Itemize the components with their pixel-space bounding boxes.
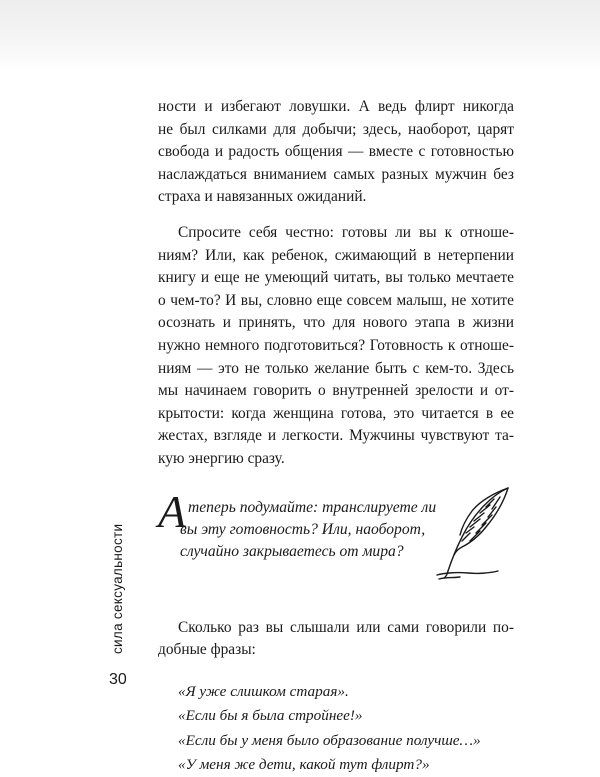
quote-item: «Я уже слишком старая». (178, 682, 349, 700)
text-line: ности и избегают ловушки. А ведь флирт никогда (158, 98, 514, 115)
text-line: ниям? Или, как ребенок, сжимающий в нетерпении (158, 246, 514, 264)
text-line: крытости: когда женщина готова, это читается в ее (158, 404, 514, 422)
feather-quill-icon (434, 485, 512, 581)
callout-dropcap: А (158, 485, 187, 537)
text-line: книгу и еще не умеющий читать, вы только мечтаете (158, 269, 514, 287)
text-line: страха и навязанных ожиданий. (158, 188, 367, 206)
text-line: ниям — это не только желание быть с кем-то. Здесь (158, 359, 514, 377)
callout-line: случайно закрываетесь от мира? (180, 543, 404, 561)
quote-item: «У меня же дети, какой тут флирт?» (178, 755, 430, 773)
text-line: о чем-то? И вы, словно еще совсем малыш, не хотите (158, 291, 514, 309)
text-line: осознать и принять, что для нового этапа в жизни (158, 314, 514, 332)
text-line: мы начинаем говорить о внутренней зрелости и от- (158, 382, 514, 400)
callout-line: вы эту готовность? Или, наоборот, (180, 520, 426, 538)
page-content (158, 96, 514, 777)
text-line: свобода и радость общения — вместе с готовностью (158, 143, 514, 161)
paragraph-3 (158, 617, 514, 662)
text-line: наслаждаться вниманием самых разных мужчин без (158, 165, 514, 183)
paragraph-2 (158, 222, 514, 471)
text-line: нужно немного подготовиться? Готовность к отноше- (158, 336, 514, 354)
page-top-shadow (0, 0, 600, 72)
callout-text (180, 497, 437, 564)
text-line: Спросите себя честно: готовы ли вы к отноше- (178, 223, 514, 241)
text-line: Сколько раз вы слышали или сами говорили по- (178, 618, 514, 636)
quote-item: «Если бы я была стройнее!» (178, 707, 363, 725)
running-section-title: сила сексуальности (110, 523, 125, 654)
reflection-callout (158, 485, 514, 577)
paragraph-1 (158, 96, 514, 209)
text-line: кую энергию сразу. (158, 449, 285, 467)
callout-line: теперь подумайте: транслируете ли (188, 498, 437, 516)
quote-item: «Если бы у меня было образование получше…» (178, 731, 481, 749)
text-line: жестах, взгляде и легкости. Мужчины чувствуют та- (158, 427, 514, 445)
text-line: не был силками для добычи; здесь, наоборот, царят (158, 120, 514, 138)
quote-list (158, 680, 514, 777)
page-number: 30 (109, 671, 127, 688)
text-line: добные фразы: (158, 641, 256, 659)
